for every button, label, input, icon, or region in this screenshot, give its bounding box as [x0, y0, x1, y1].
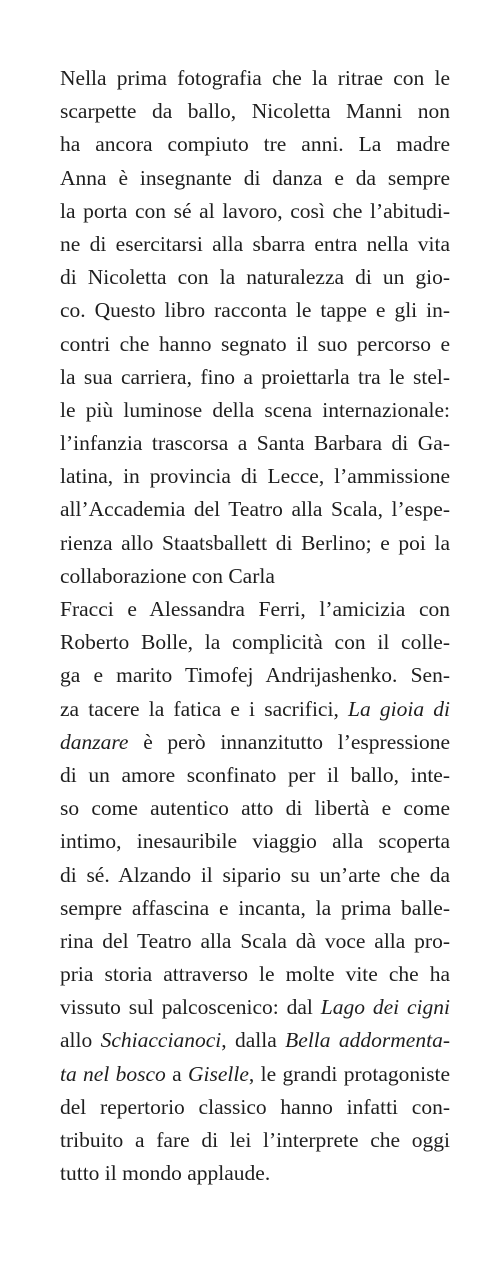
- text-segment: tutto il mondo applaude.: [60, 1161, 271, 1186]
- text-line: [60, 394, 450, 427]
- text-segment: la porta con sé al lavoro, così che l’abitudi-: [60, 198, 450, 223]
- text-segment: tribuito a fare di lei l’interprete che oggi: [60, 1128, 450, 1152]
- italic-title-text: Giselle: [188, 1061, 249, 1086]
- text-segment: vissuto sul palcoscenico: dal: [60, 995, 321, 1020]
- text-segment: all’Accademia del Teatro alla Scala, l’espe-: [60, 497, 450, 522]
- text-segment: del repertorio classico hanno infatti con-: [60, 1094, 450, 1119]
- text-line: [60, 991, 450, 1024]
- text-segment: pria storia attraverso le molte vite che ha: [60, 962, 450, 987]
- text-line: [60, 361, 450, 394]
- text-line: [60, 892, 450, 925]
- text-line: [60, 228, 450, 261]
- text-line: [60, 328, 450, 361]
- text-segment: ne di esercitarsi alla sbarra entra nella vita: [60, 231, 450, 256]
- text-line: [60, 460, 450, 493]
- text-segment: le più luminose della scena internazionale:: [60, 397, 450, 422]
- text-line: [60, 792, 450, 825]
- text-line: [60, 859, 450, 892]
- text-line: [60, 825, 450, 858]
- text-segment: scarpette da ballo, Nicoletta Manni non: [60, 99, 450, 124]
- text-line: [60, 95, 450, 128]
- text-segment: rina del Teatro alla Scala dà voce alla pro-: [60, 928, 450, 953]
- text-segment: a: [165, 1061, 189, 1086]
- italic-title-text: danzare: [60, 729, 129, 754]
- text-segment: Roberto Bolle, la complicità con il colle-: [60, 630, 450, 655]
- body-text: [60, 62, 450, 1190]
- text-segment: , dalla: [221, 1028, 286, 1053]
- text-line: [60, 1091, 450, 1124]
- text-line: [60, 62, 450, 95]
- text-segment: collaborazione con Carla: [60, 563, 275, 588]
- text-segment: contri che hanno segnato il suo percorso e: [60, 331, 450, 356]
- text-line: [60, 1124, 450, 1157]
- text-segment: Anna è insegnante di danza e da sempre: [60, 165, 450, 190]
- text-line: [60, 726, 450, 759]
- text-segment: è però innanzitutto l’espressione: [128, 729, 450, 754]
- text-segment: , le grandi protagoniste: [248, 1061, 450, 1086]
- text-line: [60, 493, 450, 526]
- text-line: [60, 626, 450, 659]
- text-segment: di Nicoletta con la naturalezza di un gio-: [60, 265, 450, 290]
- text-segment: allo: [60, 1028, 101, 1053]
- text-segment: la sua carriera, fino a proiettarla tra le stel-: [60, 364, 450, 389]
- text-line: [60, 1024, 450, 1057]
- text-segment: Fracci e Alessandra Ferri, l’amicizia con: [60, 597, 450, 621]
- text-line: [60, 693, 450, 726]
- text-segment: rienza allo Staatsballett di Berlino; e poi la: [60, 530, 450, 555]
- italic-title-text: ta nel bosco: [60, 1061, 166, 1086]
- text-line: [60, 527, 450, 560]
- text-segment: so come autentico atto di libertà e come: [60, 796, 450, 821]
- text-line: [60, 593, 450, 626]
- italic-title-text: La gioia di: [348, 696, 450, 721]
- text-line: [60, 925, 450, 958]
- text-segment: ha ancora compiuto tre anni. La madre: [60, 132, 450, 157]
- text-line: [60, 427, 450, 460]
- text-line: [60, 659, 450, 692]
- italic-title-text: Schiaccianoci: [100, 1028, 222, 1053]
- text-segment: di sé. Alzando il sipario su un’arte che da: [60, 862, 450, 887]
- text-line: [60, 958, 450, 991]
- text-segment: l’infanzia trascorsa a Santa Barbara di Ga-: [60, 431, 450, 456]
- text-segment: di un amore sconfinato per il ballo, inte-: [60, 762, 450, 787]
- text-segment: sempre affascina e incanta, la prima balle-: [60, 895, 450, 920]
- text-segment: latina, in provincia di Lecce, l’ammissione: [60, 464, 450, 489]
- text-line: [60, 560, 450, 593]
- text-segment: intimo, inesauribile viaggio alla scoperta: [60, 829, 450, 854]
- text-line: [60, 261, 450, 294]
- text-line: [60, 128, 450, 161]
- text-segment: co. Questo libro racconta le tappe e gli in-: [60, 298, 450, 323]
- text-line: [60, 162, 450, 195]
- italic-title-text: Lago dei cigni: [320, 995, 450, 1020]
- text-segment: za tacere la fatica e i sacrifici,: [60, 696, 348, 721]
- text-line: [60, 1157, 450, 1190]
- text-line: [60, 294, 450, 327]
- text-line: [60, 1058, 450, 1091]
- italic-title-text: Bella addormenta-: [285, 1028, 450, 1053]
- text-line: [60, 759, 450, 792]
- text-line: [60, 195, 450, 228]
- text-segment: Nella prima fotografia che la ritrae con le: [60, 66, 450, 90]
- text-segment: ga e marito Timofej Andrijashenko. Sen-: [60, 663, 450, 688]
